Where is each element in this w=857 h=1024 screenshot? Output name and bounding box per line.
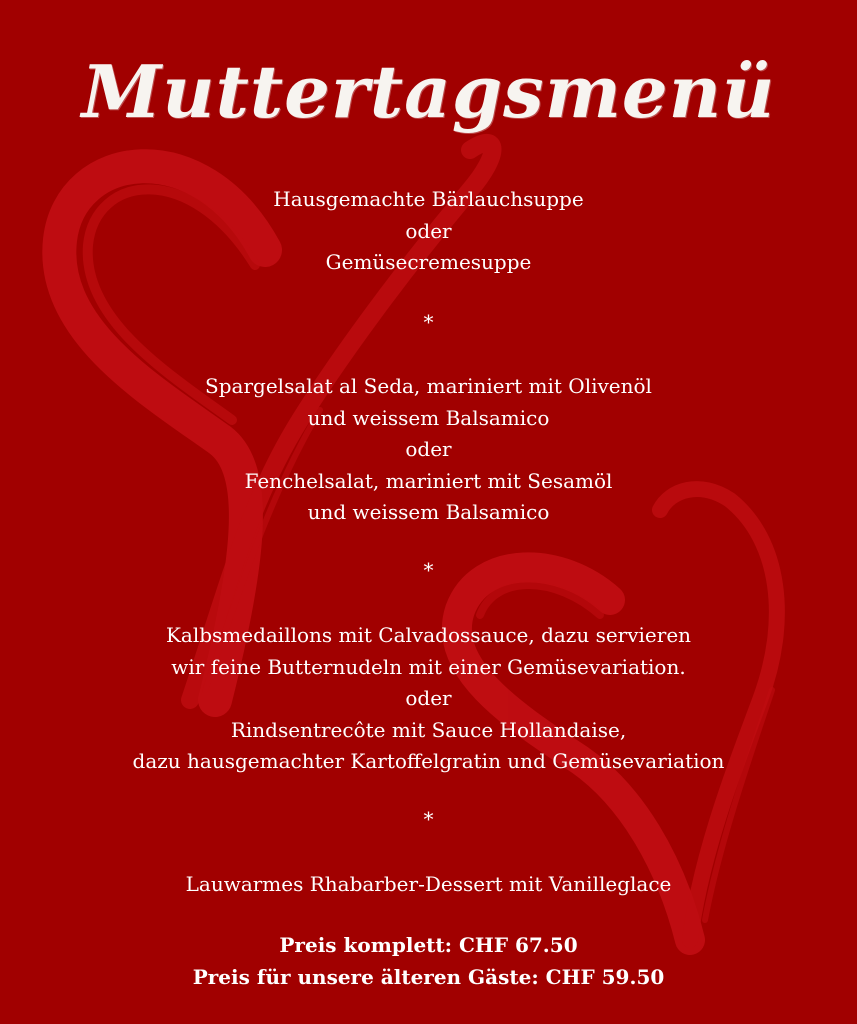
course-dessert: Lauwarmes Rhabarber-Dessert mit Vanilleglace	[185, 872, 672, 896]
salad-or: oder	[405, 437, 452, 461]
salad-option-a-line1: Spargelsalat al Seda, mariniert mit Olivenöl	[205, 374, 652, 398]
salad-option-b-line2: und weissem Balsamico	[307, 500, 550, 524]
course-main	[0, 620, 857, 778]
salad-option-a-line2: und weissem Balsamico	[307, 405, 550, 430]
price-senior: Preis für unsere älteren Gäste: CHF 59.50	[192, 965, 665, 989]
course-salad	[0, 371, 857, 529]
menu-title: Muttertagsmenü	[81, 49, 776, 134]
soup-option-a: Hausgemachte Bärlauchsuppe	[273, 187, 584, 211]
soup-or: oder	[405, 218, 452, 243]
main-option-b-line1: Rindsentrecôte mit Sauce Hollandaise,	[230, 717, 627, 742]
main-option-a-line2: wir feine Butternudeln mit einer Gemüsevariation.	[171, 654, 686, 679]
course-soup	[0, 184, 857, 279]
price-full: Preis komplett: CHF 67.50	[279, 933, 578, 957]
separator-2: *	[423, 558, 434, 582]
main-or: oder	[405, 686, 452, 710]
separator-3: *	[423, 807, 434, 831]
main-option-b-line2: dazu hausgemachter Kartoffelgratin und Gemüsevariation	[132, 749, 725, 773]
main-option-a-line1: Kalbsmedaillons mit Calvadossauce, dazu servieren	[165, 623, 692, 647]
salad-option-b-line1: Fenchelsalat, mariniert mit Sesamöl	[244, 468, 613, 493]
separator-1: *	[423, 310, 434, 334]
soup-option-b: Gemüsecremesuppe	[325, 250, 532, 274]
